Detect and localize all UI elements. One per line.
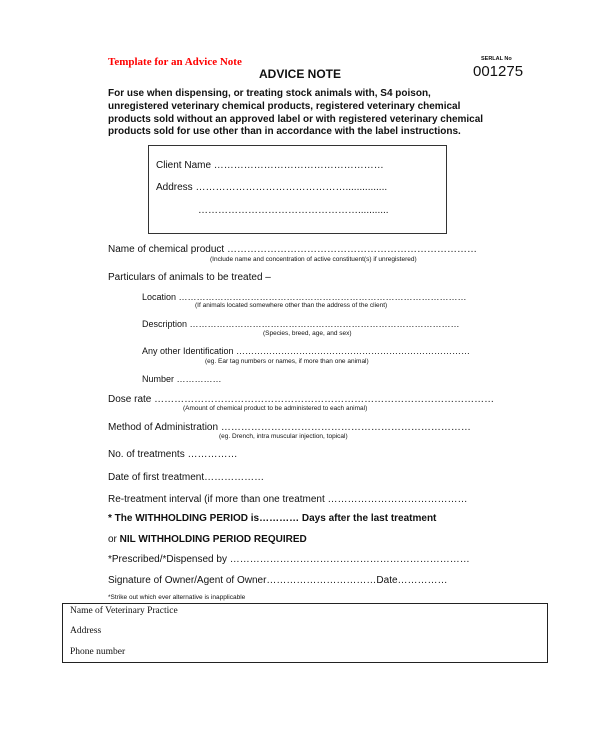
dose-rate-field[interactable]: Dose rate ………………………………………………………………………………………… (108, 394, 495, 405)
particulars-heading: Particulars of animals to be treated – (108, 272, 271, 283)
page-title: ADVICE NOTE (259, 67, 342, 81)
client-address-line2[interactable]: …………………………………………........... (198, 205, 389, 216)
method-note: (eg. Drench, intra muscular injection, topical) (219, 433, 348, 440)
template-title: Template for an Advice Note (108, 56, 242, 68)
nil-or: or (108, 534, 120, 545)
chemical-note: (Include name and concentration of active constituent(s) if unregistered) (210, 256, 417, 263)
description-field[interactable]: Description ……………………………………………………………………………… (142, 319, 460, 329)
location-field[interactable]: Location …………………………………………………………………………………… (142, 292, 467, 302)
strike-note: *Strike out which ever alternative is inapplicable (108, 594, 246, 601)
client-address-field[interactable]: Address ………………………………………............... (156, 182, 388, 193)
intro-paragraph (108, 88, 483, 139)
nil-withholding (108, 535, 307, 545)
prescribed-field[interactable]: *Prescribed/*Dispensed by ……………………………………………………………… (108, 554, 470, 565)
client-name-field[interactable]: Client Name …………………………………………… (156, 160, 384, 171)
intro-line: products sold for use other than in accordance with the label instructions. (108, 126, 461, 138)
dose-note: (Amount of chemical product to be administered to each animal) (183, 405, 368, 412)
intro-line: products sold without an approved label or with registered veterinary chemical (108, 113, 484, 125)
location-note: (If animals located somewhere other than the address of the client) (195, 302, 388, 309)
number-field[interactable]: Number …………… (142, 374, 222, 384)
intro-line: For use when dispensing, or treating stock animals with, S4 poison, (108, 88, 431, 99)
description-note: (Species, breed, age, and sex) (263, 330, 352, 337)
withholding-field[interactable]: * The WITHHOLDING PERIOD is………… Days after the last treatment (108, 513, 437, 524)
serial-number: 001275 (473, 63, 524, 80)
practice-name-field[interactable]: Name of Veterinary Practice (70, 606, 178, 616)
serial-label: SERLAL No (481, 56, 512, 62)
identification-field[interactable]: Any other Identification …………………………………………………………………… (142, 346, 471, 356)
signature-field[interactable]: Signature of Owner/Agent of Owner……………………………Date…………… (108, 575, 448, 586)
practice-phone-field[interactable]: Phone number (70, 647, 126, 657)
retreatment-field[interactable]: Re-treatment interval (if more than one treatment …………………………………… (108, 494, 468, 505)
method-field[interactable]: Method of Administration ………………………………………………………………… (108, 422, 471, 433)
intro-line: unregistered veterinary chemical products, registered veterinary chemical (108, 100, 461, 112)
first-treatment-field[interactable]: Date of first treatment……………… (108, 472, 265, 483)
treatments-field[interactable]: No. of treatments …………… (108, 449, 238, 460)
practice-address-field[interactable]: Address (70, 626, 102, 636)
nil-label: NIL WITHHOLDING PERIOD REQUIRED (119, 534, 307, 545)
chemical-product-field[interactable]: Name of chemical product ………………………………………………………………… (108, 244, 477, 255)
identification-note: (eg. Ear tag numbers or names, if more than one animal) (205, 358, 369, 365)
